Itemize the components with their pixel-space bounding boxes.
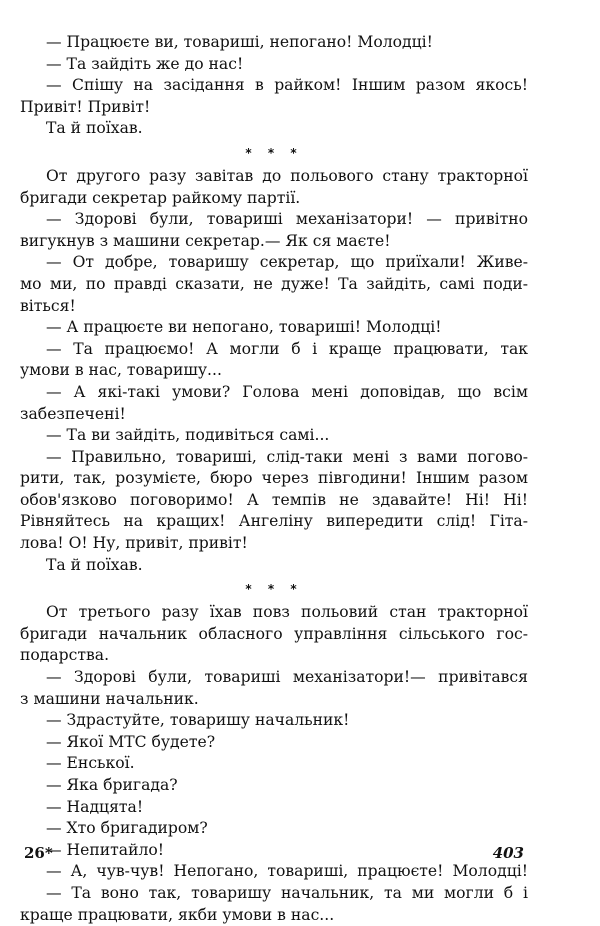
printer-signature: 26* [24,844,53,862]
text-line: краще працювати, якби умови в нас... [20,905,335,924]
text-line: лова! О! Ну, привіт, привіт! [20,534,248,553]
text-line: подарства. [20,646,110,665]
text-line: — Спішу на засідання в райком! Іншим разом якось! [46,76,528,95]
text-line: От другого разу завітав до польового стану тракторної [46,166,528,185]
text-line: бригади секретар райкому партії. [20,188,301,207]
text-line: рити, так, розумієте, бюро через півгодини! Іншим разом [20,469,528,488]
text-line: — Надцята! [46,797,144,816]
text-line: — Хто бригадиром? [46,819,208,838]
text-line: — Працюєте ви, товариші, непогано! Молодці! [46,33,433,51]
text-line: бригади начальник обласного управління сільського гос- [20,624,528,643]
text-line: — А працюєте ви непогано, товариші! Молодці! [46,318,442,337]
text-line: вигукнув з машини секретар.— Як ся маєте! [20,231,391,250]
text-line: Та й поїхав. [46,555,143,574]
text-line: мо ми, по правді сказати, не дуже! Та зайдіть, самі поди- [20,274,528,293]
text-line: — Здорові були, товариші механізатори! — привітно [46,210,528,229]
text-line: Та й поїхав. [46,119,143,138]
text-line: — Та ви зайдіть, подивіться самі... [46,426,330,445]
text-line: Привіт! Привіт! [20,97,151,116]
text-line: — Здрастуйте, товаришу начальник! [46,711,350,730]
text-line: — А, чув-чув! Непогано, товариші, працюєте! Молодці! [46,862,528,881]
section-separator: * * * [245,145,303,160]
text-line: умови в нас, товаришу... [20,361,222,380]
section-separator: * * * [245,582,303,597]
text-line: — Енської. [46,754,135,773]
text-line: — Яка бригада? [46,776,178,794]
text-line: обов'язково поговоримо! А темпів не здавайте! Ні! Ні! [20,490,528,509]
text-line: — Правильно, товариші, слід-таки мені з вами погово- [46,447,528,466]
page-body [20,32,528,926]
text-line: — Та зайдіть же до нас! [46,54,244,73]
text-line: віться! [20,296,76,315]
text-line: — Непитайло! [46,840,165,859]
page-number: 403 [492,844,524,862]
text-line: — Та працюємо! А могли б і краще працювати, так [46,339,528,358]
page-footer [20,840,528,866]
text-line: з машини начальник. [20,689,199,708]
text-line: — Та воно так, товаришу начальник, та ми могли б і [46,883,528,902]
text-line: — Якої МТС будете? [46,732,216,751]
text-line: Рівняйтесь на кращих! Ангеліну випередити слід! Гіта- [20,512,528,531]
text-line: — А які-такі умови? Голова мені доповідав, що всім [46,382,528,401]
text-line: — Здорові були, товариші механізатори!— привітався [46,668,528,687]
text-line: От третього разу їхав повз польовий стан тракторної [46,603,528,622]
text-line: забезпечені! [20,404,126,423]
text-line: — От добре, товаришу секретар, що приїхали! Живе- [46,253,528,272]
